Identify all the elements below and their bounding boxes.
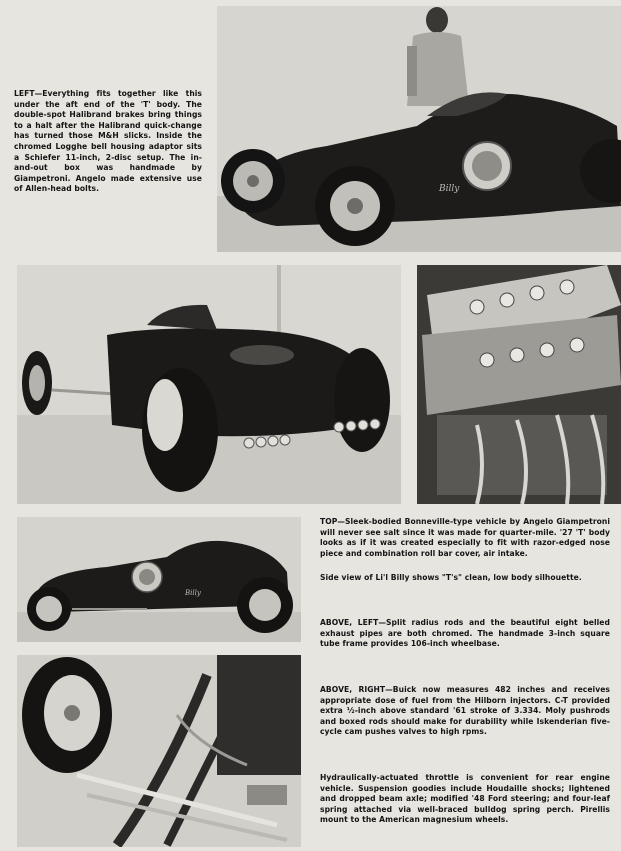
photo-car-with-driver [217, 6, 621, 252]
caption-top: TOP—Sleek-bodied Bonneville-type vehicle by Angelo Giampetroni will never see salt since it was made for quarter-mile. '27 'T' body looks as if it was created especially to fit with razor-edged nose piece and combination roll bar cover, air intake. [320, 517, 610, 558]
caption-side-view: Side view of Li'l Billy shows "T's" clean, low body silhouette. [320, 573, 582, 582]
caption-above-left: ABOVE, LEFT—Split radius rods and the beautiful eight belled exhaust pipes are both chromed. The handmade 3-inch square tube frame provides 106-inch wheelbase. [320, 618, 610, 649]
svg-text:Billy: Billy [185, 589, 201, 597]
caption-above-right: ABOVE, RIGHT—Buick now measures 482 inches and receives appropriate dose of fuel from the Hilborn injectors. C-T provided extra ½-inch above standard '61 stroke of 3.334. Moly pushrods and boxed rods should make for durability while Iskenderian five-cycle cam pushes valves to high rpms. [320, 685, 610, 737]
caption-throttle: Hydraulically-actuated throttle is convenient for rear engine vehicle. Suspension goodies include Houdaille shocks; lightened and dropped beam axle; modified '48 Ford steering; and four-leaf spring attached via well-braced bulldog spring perch. Pirellis mount to the American magnesium wheels. [320, 773, 610, 825]
photo-rear-view [17, 265, 401, 504]
photo-front-suspension [17, 655, 301, 847]
caption-left: LEFT—Everything fits together like this under the aft end of the 'T' body. The double-spot Halibrand brakes bring things to a halt after the Halibrand quick-change has turned those M&H slicks. Inside the chromed Logghe bell housing adaptor sits a Schiefer 11-inch, 2-disc setup. The in-and-out box was handmade by Giampetroni. Angelo made extensive use of Allen-head bolts. [14, 89, 202, 194]
photo-engine [417, 265, 621, 504]
photo-side-view [17, 517, 301, 642]
car-script-text: Billy [439, 184, 460, 194]
